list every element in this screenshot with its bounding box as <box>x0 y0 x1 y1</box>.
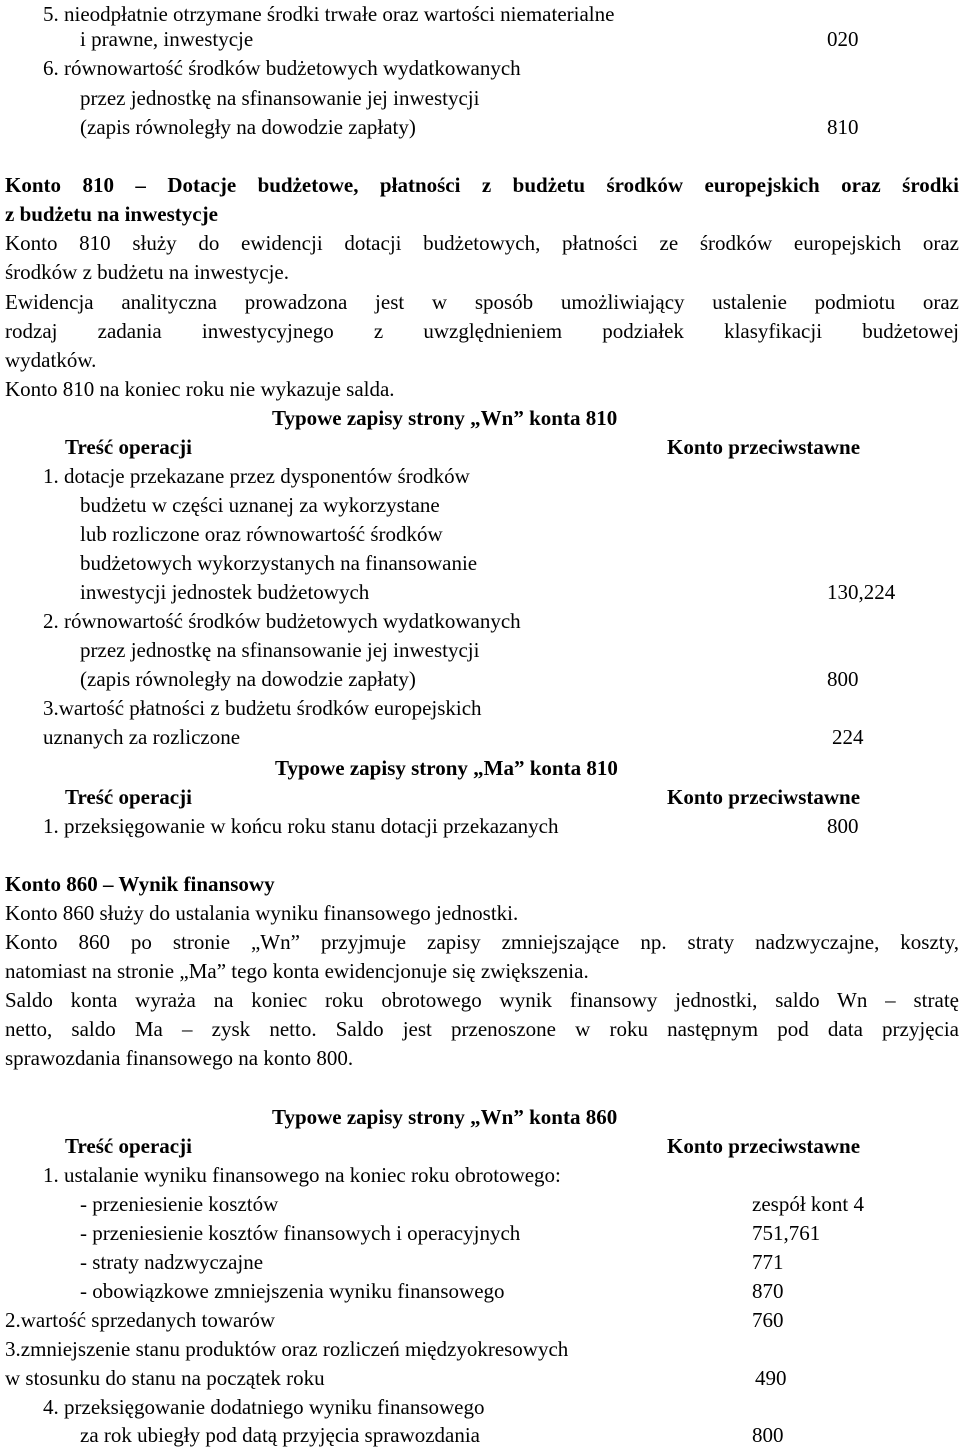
konto810-wn3-line2: uznanych za rozliczone <box>43 725 241 749</box>
konto810-wn-title: Typowe zapisy strony „Wn” konta 810 <box>272 406 618 430</box>
konto860-p2-line1: Konto 860 po stronie „Wn” przyjmuje zapisy zmniejszające np. straty nadzwyczajne, koszty, <box>5 930 959 954</box>
konto860-wn1-line1: 1. ustalanie wyniku finansowego na koniec roku obrotowego: <box>43 1163 561 1187</box>
konto860-wn4-line1: 4. przeksięgowanie dodatniego wyniku finansowego <box>43 1395 485 1419</box>
konto810-wn1-code: 130,224 <box>827 580 896 604</box>
konto860-wn3-line1: 3.zmniejszenie stanu produktów oraz rozliczeń międzyokresowych <box>5 1337 569 1361</box>
konto810-ma-title: Typowe zapisy strony „Ma” konta 810 <box>275 756 618 780</box>
konto810-p2-line1: Ewidencja analityczna prowadzona jest w sposób umożliwiający ustalenie podmiotu oraz <box>5 290 959 314</box>
konto860-wn2-code: 760 <box>752 1308 784 1332</box>
item6-code: 810 <box>827 115 859 139</box>
konto860-wn2: 2.wartość sprzedanych towarów <box>5 1308 275 1332</box>
konto860-wn-col-account: Konto przeciwstawne <box>667 1134 861 1158</box>
konto810-ma1-line1: 1. przeksięgowanie w końcu roku stanu dotacji przekazanych <box>43 814 559 838</box>
konto810-ma-col-account: Konto przeciwstawne <box>667 785 861 809</box>
konto860-p3-line1: Saldo konta wyraża na koniec roku obrotowego wynik finansowy jednostki, saldo Wn – stratę <box>5 988 959 1012</box>
konto810-wn1-line2: budżetu w części uznanej za wykorzystane <box>80 493 440 517</box>
item6-line3: (zapis równoległy na dowodzie zapłaty) <box>80 115 416 139</box>
konto860-wn3-line2: w stosunku do stanu na początek roku <box>5 1366 325 1390</box>
konto810-wn1-line1: 1. dotacje przekazane przez dysponentów środków <box>43 464 470 488</box>
konto810-ma-col-operation: Treść operacji <box>65 785 192 809</box>
konto810-p1-line1: Konto 810 służy do ewidencji dotacji budżetowych, płatności ze środków europejskich oraz <box>5 231 959 255</box>
konto810-p1-line2: środków z budżetu na inwestycje. <box>5 260 290 284</box>
konto810-wn2-line2: przez jednostkę na sfinansowanie jej inwestycji <box>80 638 480 662</box>
konto860-p2-line2: natomiast na stronie „Ma” tego konta ewidencjonuje się zwiększenia. <box>5 959 589 983</box>
konto860-p3-line3: sprawozdania finansowego na konto 800. <box>5 1046 354 1070</box>
konto860-wn1a-code: zespół kont 4 <box>752 1192 864 1216</box>
item6-line2: przez jednostkę na sfinansowanie jej inwestycji <box>80 86 480 110</box>
konto810-heading-line1: Konto 810 – Dotacje budżetowe, płatności z budżetu środków europejskich oraz środki <box>5 173 959 197</box>
konto860-wn1d-code: 870 <box>752 1279 784 1303</box>
konto810-wn1-line5: inwestycji jednostek budżetowych <box>80 580 370 604</box>
konto860-p3-line2: netto, saldo Ma – zysk netto. Saldo jest przenoszone w roku następnym pod data przyjęcia <box>5 1017 959 1041</box>
konto860-wn4-line2: za rok ubiegły pod datą przyjęcia sprawozdania <box>80 1423 480 1447</box>
item5-line2: i prawne, inwestycje <box>80 27 254 51</box>
konto860-heading: Konto 860 – Wynik finansowy <box>5 872 275 896</box>
konto860-wn1c: - straty nadzwyczajne <box>80 1250 264 1274</box>
konto810-wn3-line1: 3.wartość płatności z budżetu środków europejskich <box>43 696 482 720</box>
konto860-wn1a: - przeniesienie kosztów <box>80 1192 279 1216</box>
konto810-wn-col-operation: Treść operacji <box>65 435 192 459</box>
konto810-p2-line3: wydatków. <box>5 348 97 372</box>
konto810-p3: Konto 810 na koniec roku nie wykazuje salda. <box>5 377 395 401</box>
konto860-wn1b-code: 751,761 <box>752 1221 821 1245</box>
konto810-ma1-code: 800 <box>827 814 859 838</box>
konto860-wn1d: - obowiązkowe zmniejszenia wyniku finansowego <box>80 1279 505 1303</box>
konto810-wn1-line4: budżetowych wykorzystanych na finansowanie <box>80 551 478 575</box>
item5-code: 020 <box>827 27 859 51</box>
konto810-wn2-line1: 2. równowartość środków budżetowych wydatkowanych <box>43 609 521 633</box>
konto810-wn3-code: 224 <box>832 725 864 749</box>
item5-line1: 5. nieodpłatnie otrzymane środki trwałe oraz wartości niematerialne <box>43 2 615 26</box>
konto860-wn-title: Typowe zapisy strony „Wn” konta 860 <box>272 1105 618 1129</box>
konto860-wn-col-operation: Treść operacji <box>65 1134 192 1158</box>
konto810-wn-col-account: Konto przeciwstawne <box>667 435 861 459</box>
konto860-wn4-code: 800 <box>752 1423 784 1447</box>
konto810-wn1-line3: lub rozliczone oraz równowartość środków <box>80 522 443 546</box>
konto810-p2-line2: rodzaj zadania inwestycyjnego z uwzględnieniem podziałek klasyfikacji budżetowej <box>5 319 959 343</box>
konto810-wn2-code: 800 <box>827 667 859 691</box>
konto860-wn1b: - przeniesienie kosztów finansowych i operacyjnych <box>80 1221 521 1245</box>
konto810-heading-line2: z budżetu na inwestycje <box>5 202 218 226</box>
konto860-wn1c-code: 771 <box>752 1250 784 1274</box>
konto860-wn3-code: 490 <box>755 1366 787 1390</box>
konto860-p1: Konto 860 służy do ustalania wyniku finansowego jednostki. <box>5 901 519 925</box>
konto810-wn2-line3: (zapis równoległy na dowodzie zapłaty) <box>80 667 416 691</box>
item6-line1: 6. równowartość środków budżetowych wydatkowanych <box>43 56 521 80</box>
